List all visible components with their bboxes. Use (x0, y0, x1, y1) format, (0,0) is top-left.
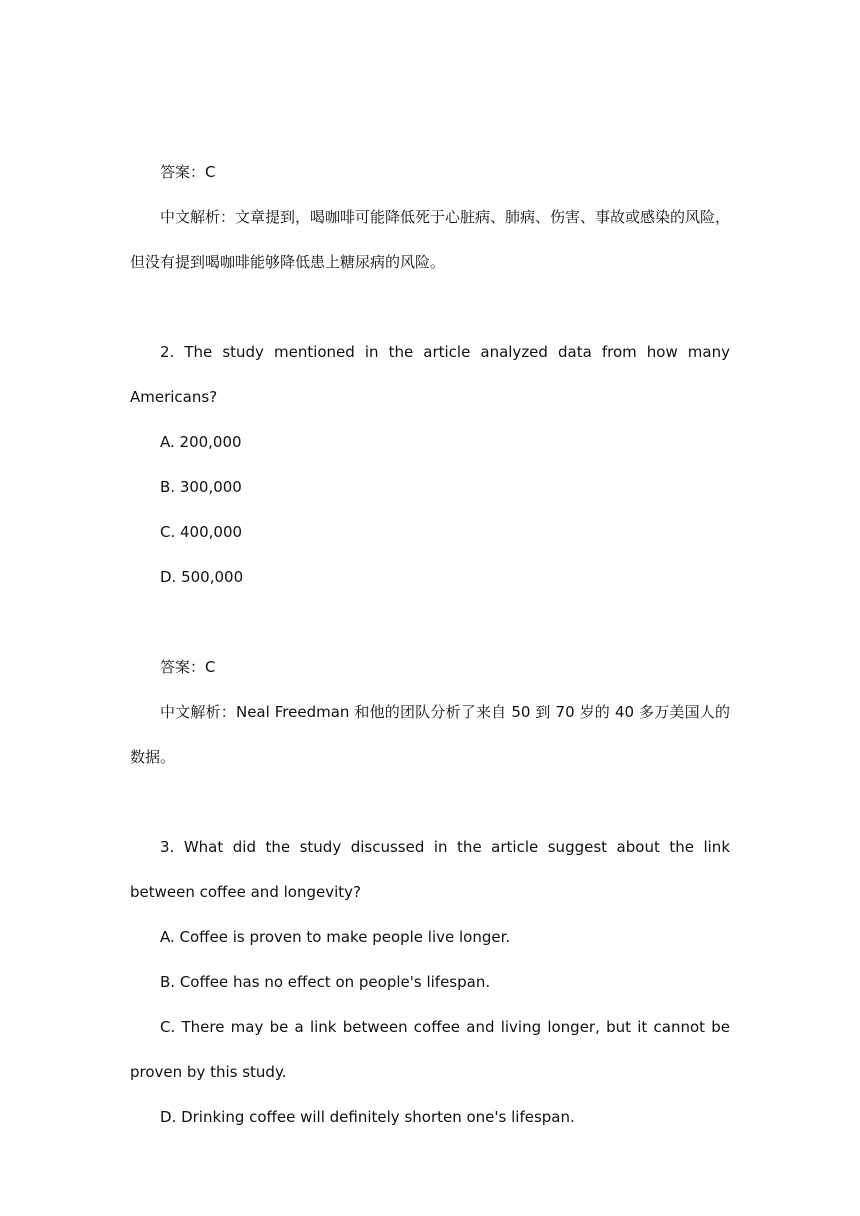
answer-text: 答案：C (160, 658, 216, 676)
option-a: A. 200,000 (160, 433, 242, 451)
option-d: D. Drinking coffee will definitely shorten one's lifespan. (160, 1108, 575, 1126)
section-spacer (130, 285, 730, 330)
analysis-text: 中文解析：Neal Freedman 和他的团队分析了来自 50 到 70 岁的 40 多万美国人的数据。 (130, 703, 730, 766)
question-text: 3. What did the study discussed in the article suggest about the link between coffee and longevity? (130, 838, 730, 901)
option-d: D. 500,000 (160, 568, 244, 586)
option-b: B. Coffee has no effect on people's lifespan. (160, 973, 491, 991)
option-b: B. 300,000 (160, 478, 242, 496)
option-a: A. Coffee is proven to make people live longer. (160, 928, 511, 946)
answer-text: 答案：C (160, 163, 216, 181)
section-spacer (130, 780, 730, 825)
option-c: C. There may be a link between coffee and living longer, but it cannot be proven by this study. (130, 1018, 730, 1081)
document-content (130, 150, 730, 1140)
analysis-text: 中文解析：文章提到，喝咖啡可能降低死于心脏病、肺病、伤害、事故或感染的风险，但没有提到喝咖啡能够降低患上糖尿病的风险。 (130, 208, 731, 271)
question-text: 2. The study mentioned in the article analyzed data from how many Americans? (130, 343, 730, 406)
option-c: C. 400,000 (160, 523, 243, 541)
section-spacer (130, 600, 730, 645)
